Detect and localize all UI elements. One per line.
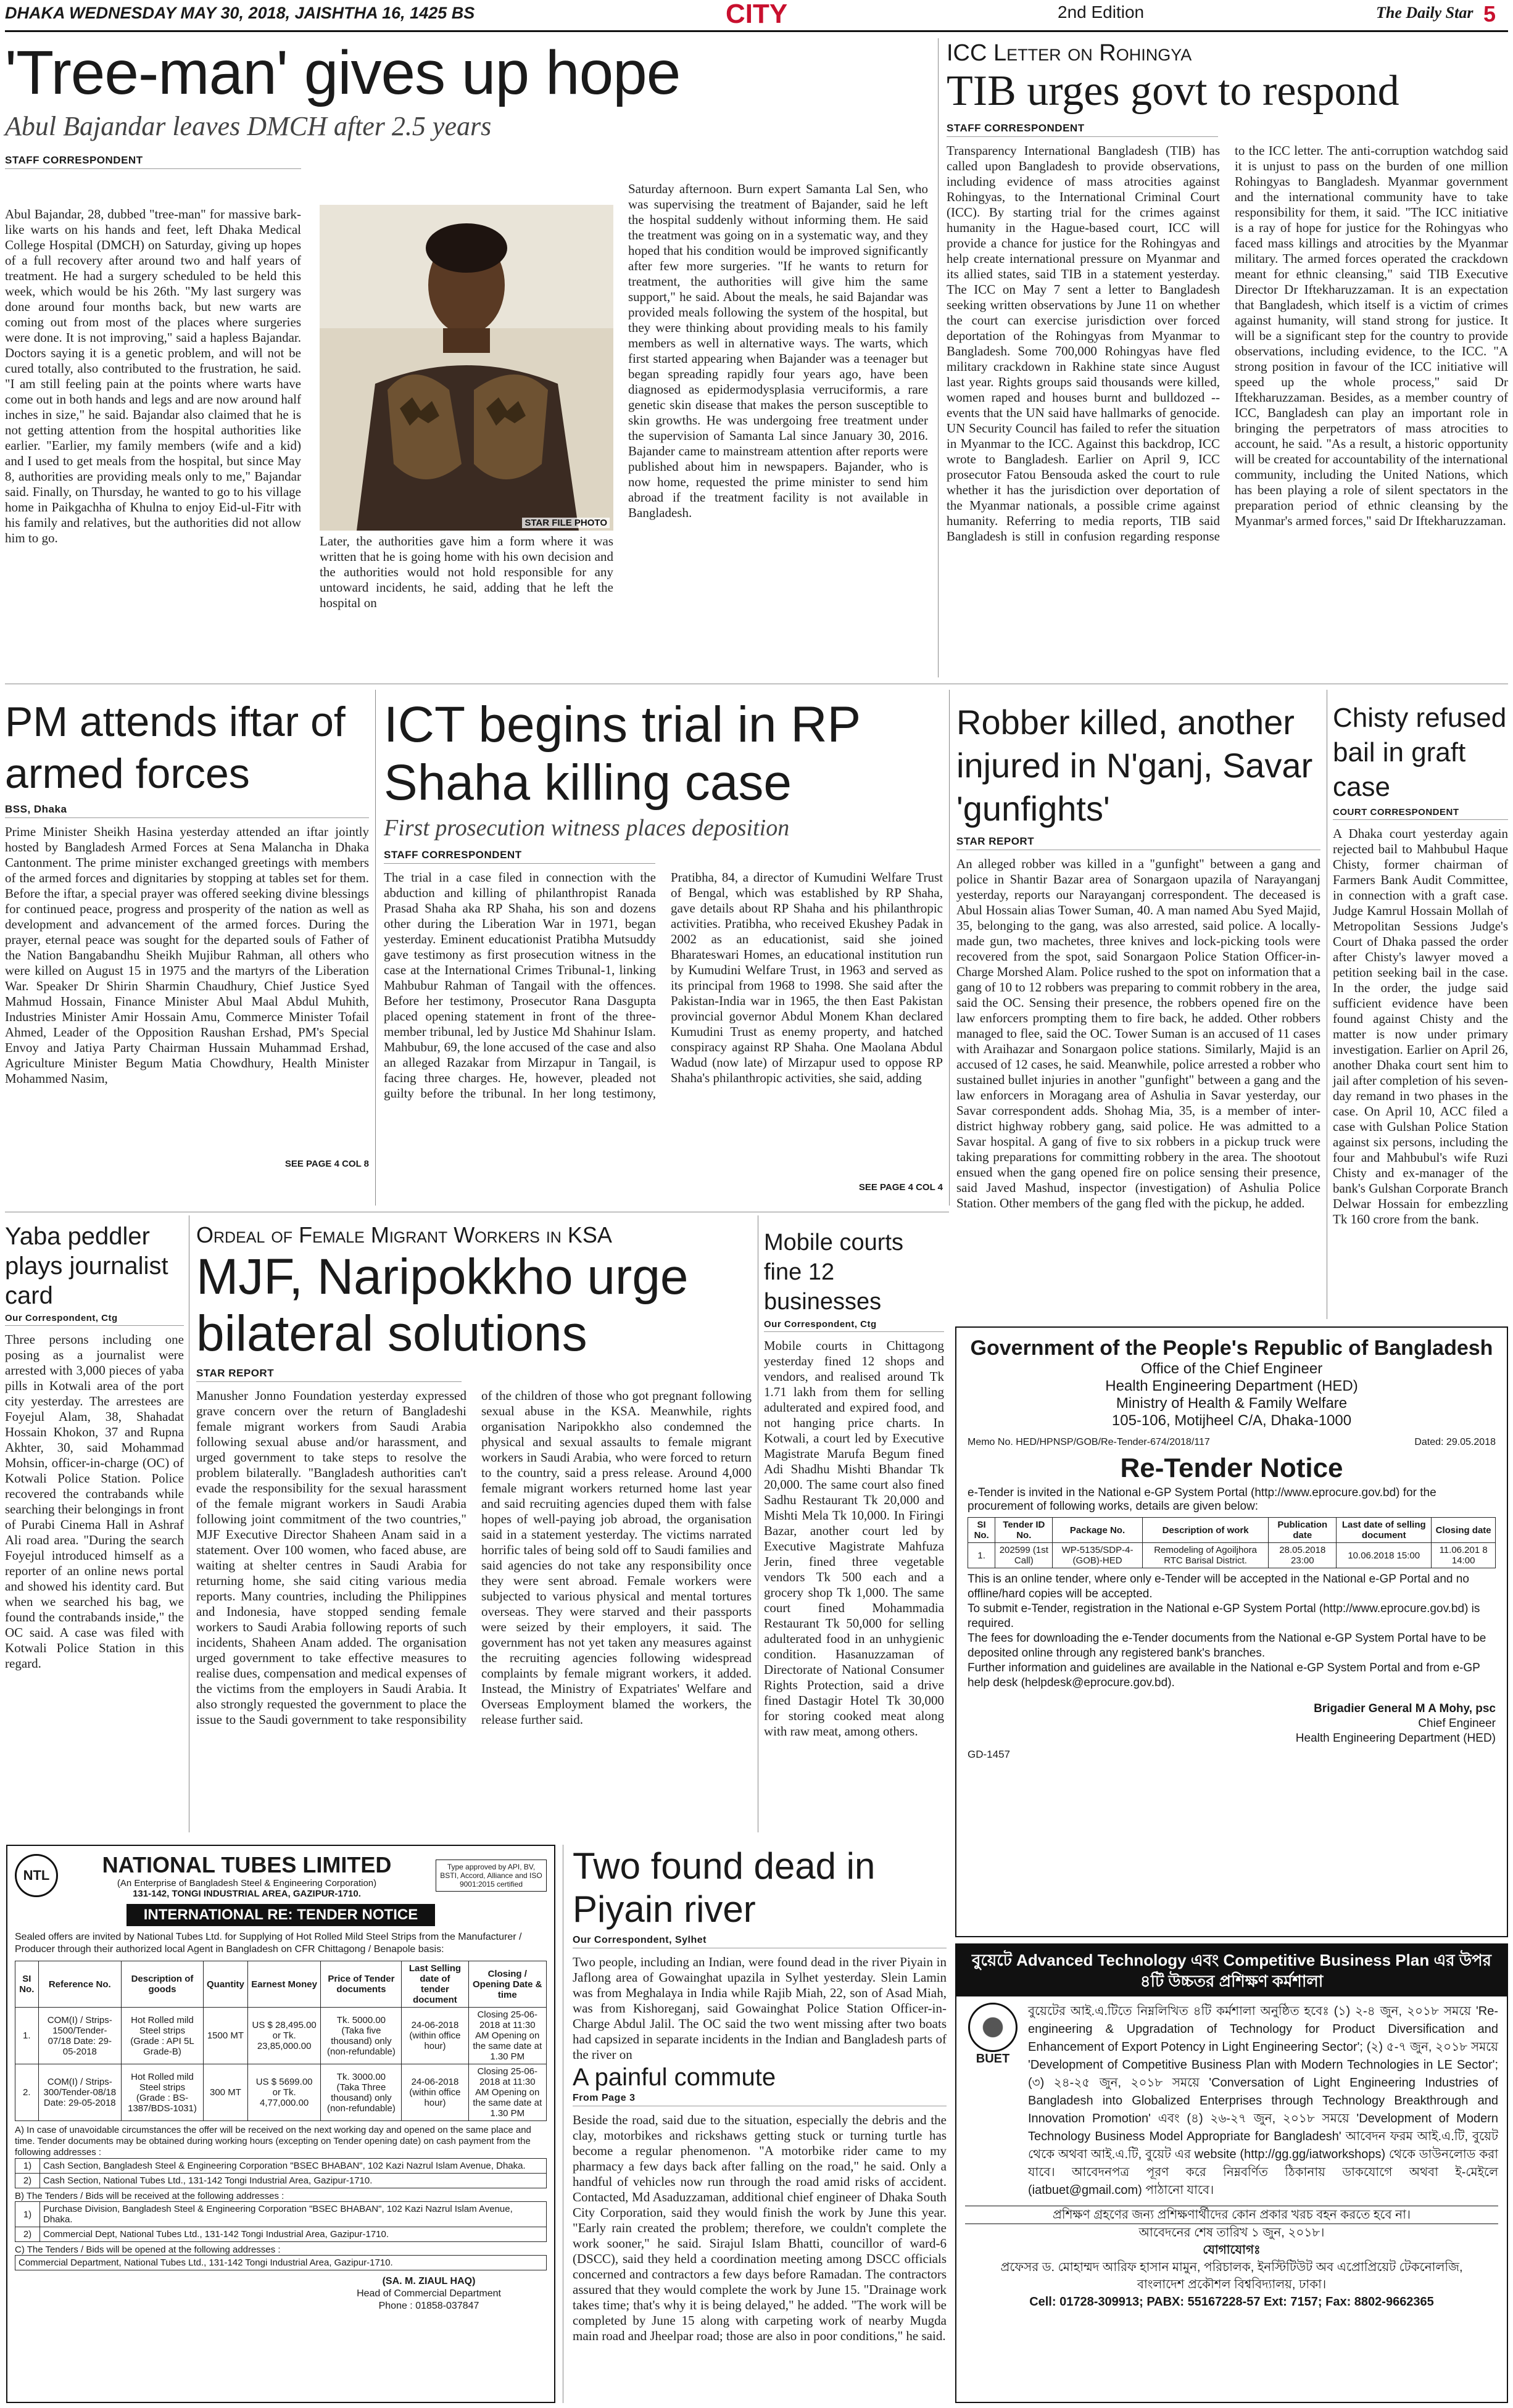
- table-header: SI No.: [15, 1961, 39, 2008]
- signer-phone: Phone : 01858-037847: [378, 2301, 479, 2311]
- body: Mobile courts in Chittagong yesterday fined 12 shops and vendors, and realised around Tk 1.71 lakh from them for selling adulterated and expired food, and not hanging price charts. In Kotwali, a court led by Executive Magistrate Marufa Begum fined Adi Shadhu Mishti Bhandar Tk 20,000. The same court also fined Sadhu Restaurant Tk 20,000 and Mishti Mela Tk 10,000. In Firingi Bazar, another court led by Executive Magistrate Mahfuza Jerin, fined three vegetable vendors Tk 500 each and a grocery shop Tk 1,000. The same court fined Mohammadia Restaurant Tk 50,000 for selling adulterated food in an unhygienic condition. Hasanuzzaman of Directorate of National Consumer Rights Protection, said a drive fined Dastagir Hotel Tk 30,000 for storing cooked meat along with raw meat, among others.: [764, 1338, 944, 1739]
- table-row: [15, 2174, 547, 2188]
- signer-name: Brigadier General M A Mohy, psc: [1314, 1702, 1496, 1715]
- body: Manusher Jonno Foundation yesterday expressed grave concern over the return of Bangladeshi female migrant workers from Saudi Arabia following sexual abuse and/or harassment, and urged government to take steps to resolve the problem bilaterally. "Bangladesh authorities can't evade the responsibility for the sexual harassment of the female migrant workers in Saudi Arabia following joint commitment of the two countries," MJF Executive Director Shaheen Anam said in a statement. Over 100 women, who faced abuse, are waiting at shelter centres in Saudi Arabia for returning home, she said citing various media reports. Many countries, including the Philippines and Indonesia, have stopped sending female workers to Saudi Arabia following reports of such incidents, Shaheen Anam added. The organisation urged government to take effective measures to realise dues, compensation and medical expenses of the victims from the employers in Saudi Arabia. It also strongly requested the government to place the issue to the Saudi government to take responsibility of the children of those who got pregnant following sexual abuse in the KSA. Meanwhile, rights organisation Naripokkho also condemned the physical and sexual assaults to female migrant workers in Saudi Arabia, who were forced to return to the country, said a press release. Around 4,000 female migrant workers returned home last year and said recruiting agencies duped them with false hopes of well-paying job abroad, the organisation said in a statement yesterday. The victims narrated horrific tales of being sold off to Saudi families and said agencies do not take any responsibility once they were sent abroad. Female workers were subjected to various physical and mental tortures overseas. They were starved and their passports were seized by their employers, it said. The government has not yet taken any measures against the recruiting agencies following widespread complaints by female migrant workers, it added. Instead, the Ministry of Expatriates' Welfare and Overseas Employment blamed the workers, the release further said.: [196, 1388, 752, 1727]
- table-header: Package No.: [1053, 1518, 1142, 1543]
- see-page: SEE PAGE 4 COL 4: [858, 1182, 943, 1193]
- address-c: Commercial Department, National Tubes Ltd., 131-142 Tongi Industrial Area, Gazipur-1710.: [15, 2255, 547, 2270]
- article-tree-man: [5, 37, 931, 679]
- table-cell: Cash Section, Bangladesh Steel & Engineering Corporation "BSEC BHABAN", 102 Kazi Nazrul Islam Avenue, Dhaka.: [40, 2159, 547, 2174]
- ad-title: Re-Tender Notice: [1120, 1453, 1343, 1483]
- table-cell: 28.05.2018 23:00: [1269, 1543, 1337, 1568]
- body: Three persons including one posing as a journalist were arrested with 3,000 pieces of yaba pills in Kotwali area of the port city yesterday. The arrestees are Foyejul Alam, 38, Shahadat Hossain Khokon, 37 and Rupna Akhter, 30, said Mohammad Mohsin, officer-in-charge (OC) of Kotwali Police Station. Police recovered the contrabands while searching their belongings in front of Purabi Cinema Hall in Ashraf Ali road area. "During the search Foyejul introduced himself as a reporter of an online news portal and showed his identity card. But when we searched his bag, we found the contrabands inside," the OC said. A case was filed with Kotwali Police Station in this regard.: [5, 1332, 184, 1671]
- subheadline: Abul Bajandar leaves DMCH after 2.5 years: [5, 111, 492, 141]
- ad-paragraph: To submit e-Tender, registration in the National e-GP System Portal (http://www.eprocure.gov.bd) is required.: [968, 1602, 1480, 1630]
- table-header: Last date of selling document: [1337, 1518, 1432, 1543]
- note-a: A) In case of unavoidable circumstances the offer will be received on the next working day and opened on the same place and time. Tender documents may be obtained during working hours (excepting on Tender opening date) on cash payment from the following addresses :: [15, 2125, 531, 2158]
- ad-paragraph: This is an online tender, where only e-Tender will be accepted in the National e-GP Portal and no offline/hard copies will be accepted.: [968, 1573, 1469, 1600]
- table-cell: 24-06-2018 (within office hour): [402, 2008, 468, 2064]
- byline: Our Correspondent, Ctg: [5, 1313, 184, 1326]
- table-header: Tender ID No.: [995, 1518, 1053, 1543]
- ad-paragraph: Further information and guidelines are available in the National e-GP System Portal and from e-GP help desk (helpdesk@eprocure.gov.bd).: [968, 1661, 1480, 1689]
- table-cell: 1): [15, 2202, 40, 2227]
- see-page: SEE PAGE 4 COL 8: [284, 1159, 369, 1169]
- paper-name: The Daily Star: [1376, 4, 1474, 22]
- ad-buet-workshop: [955, 1943, 1508, 2403]
- signer-title: Head of Commercial Department: [357, 2288, 501, 2299]
- tender-table: [968, 1517, 1496, 1568]
- byline: STAR REPORT: [956, 835, 1320, 850]
- headline: Two found dead in Piyain river: [573, 1845, 876, 1930]
- buet-logo-label: BUET: [976, 2052, 1010, 2066]
- table-header: Price of Tender documents: [321, 1961, 402, 2008]
- table-cell: Commercial Dept, National Tubes Ltd., 131-142 Tongi Industrial Area, Gazipur-1710.: [40, 2227, 547, 2242]
- subheadline: First prosecution witness places deposition: [384, 815, 790, 841]
- headline: Robber killed, another injured in N'ganj, Savar 'gunfights': [956, 703, 1313, 828]
- byline: Our Correspondent, Sylhet: [573, 1935, 947, 1948]
- tender-table: [15, 1961, 547, 2121]
- table-header: Closing / Opening Date & time: [468, 1961, 546, 2008]
- note-c: C) The Tenders / Bids will be opened at the following addresses :: [15, 2245, 281, 2255]
- signer-name: (SA. M. ZIAUL HAQ): [382, 2276, 476, 2286]
- table-header: Quantity: [204, 1961, 248, 2008]
- notice-intro: Sealed offers are invited by National Tubes Ltd. for Supplying of Hot Rolled Mild Steel Strips from the Manufacturer / Producer through their authorized local Agent in Bangladesh on CFR Chittagong / Benapole basis:: [15, 1932, 522, 1955]
- article-mjf: [196, 1222, 752, 1839]
- tree-man-photo: [320, 205, 613, 531]
- table-cell: 24-06-2018 (within office hour): [402, 2064, 468, 2121]
- ad-line-4: Ministry of Health & Family Welfare: [1116, 1395, 1348, 1412]
- ad-free-note: প্রশিক্ষণ গ্রহণের জন্য প্রশিক্ষণার্থীদের কোন প্রকার খরচ বহন করতে হবে না।: [965, 2206, 1498, 2224]
- photo-credit: STAR FILE PHOTO: [522, 518, 610, 528]
- commute-headline: A painful commute: [573, 2064, 776, 2091]
- page-number: 5: [1483, 1, 1496, 27]
- body: The trial in a case filed in connection with the abduction and killing of philanthropist Ranada Prasad Shaha aka RP Shaha, his son and dozens other during the Liberation War in 1971, began yesterday. Eminent educationist Pratibha Mutsuddy gave testimony as first prosecution witness in the case at the International Crimes Tribunal-1, linking Mahbubur Rahman of Tangail with the offences. Before her testimony, Prosecutor Rana Dasgupta placed opening statement in front of the three-member tribunal, led by Justice Md Shahinur Islam. Mahbubur, 69, the lone accused of the case and also an alleged Razakar from Mirzapur in Tangail, is facing three charges. He, however, pleaded not guilty before the tribunal. In her long testimony, Pratibha, 84, a director of Kumudini Welfare Trust of Bengal, which was established by RP Shaha, gave details about RP Shaha and his philanthropic activities. Pratibha, who received Ekushey Padak in 2002 as an educationist, said she joined Bharateswari Homes, an educational institution run by Kumudini Welfare Trust, in 1963 and served as its principal from 1968 to 1998. She said after the Pakistan-India war in 1965, the then East Pakistan provincial governor Abdul Monem Khan declared Kumudini Trust as enemy property, and hatched conspiracy against RP Shaha. One Maolana Abdul Wadud (now late) of Mirzapur used to oppose RP Shaha's philanthropic activities, she said, adding: [384, 870, 943, 1101]
- table-header: Reference No.: [38, 1961, 121, 2008]
- ad-national-tubes: [6, 1845, 555, 2403]
- article-piyain: [573, 1845, 947, 2400]
- ad-phones: Cell: 01728-309913; PABX: 55167228-57 Ext: 7157; Fax: 8802-9662365: [1029, 2295, 1434, 2309]
- byline: STAFF CORRESPONDENT: [947, 122, 1218, 137]
- table-header: Closing date: [1432, 1518, 1496, 1543]
- column-1: Abul Bajandar, 28, dubbed "tree-man" for massive bark-like warts on his hands and feet, left Dhaka Medical College Hospital (DMCH) on Saturday, giving up hopes of a full recovery after around two and half years of treatment. He had a surgery scheduled to be held this week, which would be his 26th. "My last surgery was done around four months back, but new warts are coming out from most of the places where surgeries were done. It is not improving," said a hapless Bajandar. Doctors saying it is a genetic problem, and will not be cured totally, also contributed to the frustration, he said. "I am still feeling pain at the points where warts have come out in both hands and legs and are now around half inches in size," he said. Bajandar also claimed that he is not getting attention from the hospital authorities like earlier. "Earlier, my family members (wife and a kid) and I used to get meals from the hospital, but since May 8, authorities are providing meals only to me," Bajandar said. Finally, on Thursday, he wanted to go to his village home in Paikgachha of Khulna to enjoy Eid-ul-Fitr with his family and relatives, but the authorities did not allow him to go.: [5, 207, 301, 545]
- table-header: Last Selling date of tender document: [402, 1961, 468, 2008]
- kicker: ICC Letter on Rohingya: [947, 40, 1192, 66]
- table-header: Description of goods: [121, 1961, 203, 2008]
- table-cell: Remodeling of Agoiljhora RTC Barisal District.: [1142, 1543, 1269, 1568]
- table-header: Earnest Money: [247, 1961, 321, 2008]
- ad-contact-heading: যোগাযোগঃ: [1203, 2243, 1261, 2257]
- byline: STAFF CORRESPONDENT: [5, 154, 301, 169]
- address-table-a: [15, 2158, 547, 2188]
- byline: STAR REPORT: [196, 1367, 462, 1382]
- table-cell: 1): [15, 2159, 40, 2174]
- table-row: [15, 2227, 547, 2242]
- table-header: Publication date: [1269, 1518, 1337, 1543]
- table-header: Description of work: [1142, 1518, 1269, 1543]
- table-cell: 300 MT: [204, 2064, 248, 2121]
- table-cell: 1500 MT: [204, 2008, 248, 2064]
- table-cell: Hot Rolled mild Steel strips (Grade : API 5L Grade-B): [121, 2008, 203, 2064]
- ntl-logo-icon: NTL: [15, 1854, 58, 1897]
- company-sub: (An Enterprise of Bangladesh Steel & Engineering Corporation): [117, 1878, 377, 1889]
- headline: MJF, Naripokkho urge bilateral solutions: [196, 1249, 689, 1362]
- headline: ICT begins trial in RP Shaha killing case: [384, 697, 860, 811]
- commute-body: Beside the road, said due to the situation, especially the debris and the clay, motorbikes and rickshaws getting stuck or turning turtle has become a regular phenomenon. "A motorbike rider came to my pharmacy a few days back after falling on the road," he said. Only a handful of vehicles now run through the road amid risks of accident. Contacted, Md Asaduzzaman, additional chief engineer of Dhaka South City Corporation, said they would finish the work by June this year. "Early rain created the problem; therefore, we couldn't complete the work sooner," he said. Sirajul Islam Bhatti, councillor of ward-6 (DSCC), said they held a coordination meeting among DSCC officials concerned and contractors a few days before Ramadan. The contractors assured that they would complete the work by June 15. "Drainage work takes time; that's why it is being delayed," he added. "The work will be completed by June 15 along with carpeting work of nearby Mugda main road and Jheelpar road; those are also in poor conditions," he said.: [573, 2112, 947, 2343]
- column-3: Saturday afternoon. Burn expert Samanta Lal Sen, who was supervising the treatment of Bajander, said he left the hospital suddenly without informing them. He said the treatment was going on in a systematic way, and they hoped that his condition would be improved significantly after few more surgeries. "If he wants to return for treatment, the authorities will give him the same support," he said. About the meals, he said Bajandar was provided meals following the system of the hospital, but they were thinking about providing meals to his family members as well in alternative ways. The warts, which first started appearing when Bajander was a teenager but began spreading rapidly four years ago, have been diagnosed as epidermodysplasia verruciformis, a rare genetic skin disease that makes the person susceptible to skin growths. He was undergoing free treatment under the supervision of Samanta Lal since January 30, 2016. Bajander came to mainstream attention after reports were published about him in newspapers. Bajander, who is now home, requested the prime minister to send him abroad if the treatment facility is not available in Bangladesh.: [628, 181, 928, 520]
- ad-header: বুয়েটে Advanced Technology এবং Competitive Business Plan এর উপর ৪টি উচ্চতর প্রশিক্ষণ কর্মশালা: [956, 1945, 1507, 1996]
- table-cell: 1.: [15, 2008, 39, 2064]
- byline: Our Correspondent, Ctg: [764, 1319, 944, 1332]
- article-mobile-courts: [764, 1228, 944, 1832]
- ad-line-2: Office of the Chief Engineer: [1140, 1360, 1323, 1377]
- ad-contact-2: বাংলাদেশ প্রকৌশল বিশ্ববিদ্যালয়, ঢাকা।: [1137, 2278, 1327, 2291]
- table-cell: Closing 25-06-2018 at 11:30 AM Opening on the same date at 1.30 PM: [468, 2008, 546, 2064]
- article-yaba: [5, 1222, 184, 1845]
- table-row: [15, 2064, 547, 2121]
- table-header: SI No.: [968, 1518, 995, 1543]
- table-row: [15, 2008, 547, 2064]
- ad-code: GD-1457: [968, 1748, 1010, 1760]
- table-cell: Tk. 5000.00 (Taka five thousand) only (non-refundable): [321, 2008, 402, 2064]
- table-cell: WP-5135/SDP-4-(GOB)-HED: [1053, 1543, 1142, 1568]
- table-cell: COM(I) / Strips-300/Tender-08/18 Date: 29-05-2018: [38, 2064, 121, 2121]
- body: An alleged robber was killed in a "gunfight" between a gang and police in Shantir Bazar area of Sonargaon upazila of Narayanganj yesterday, reports our Narayanganj correspondent. The deceased is Abul Hossain alias Tower Suman, 40. A man named Abu Syed Majid, 35, belonging to the gang, was also arrested, said police. A locally-made gun, two machetes, three knives and lock-picking tools were recovered from the spot, said Sonargaon Police Station Officer-in-Charge Morshed Alam. Police rushed to the spot on information that a gang of 10 to 12 robbers was preparing to commit robbery in the area, said the OC. Sensing their presence, the robbers opened fire on the law enforcers prompting them to fire back, he added. Other robbers managed to flee, said the OC. Tower Suman is an accused of 11 cases with Araihazar and Sonargaon police stations. Similarly, Majid is an accused of 12 cases, he said. Meanwhile, police arrested a robber who sustained bullet injuries in another "gunfight" between a gang and the law enforcers in Moragang area of Ashulia in Savar yesterday, our Savar correspondent adds. Shohag Mia, 35, is a member of inter-district highway robbery gang, said police. He was admitted to a Savar hospital. A gang of five to six robbers in a pickup truck were taking preparations for committing robbery in the area. The shootout ensued when the gang opened fire on police sensing their presence, said Javed Mashud, inspector (investigation) of Ashulia Police Station. Other members of the gang fled with the pickup, he added.: [956, 856, 1320, 1210]
- ad-contact-1: প্রফেসর ড. মোহাম্মদ আরিফ হাসান মামুন, পরিচালক, ইনস্টিটিউট অব এপ্রোপ্রিয়েট টেকনোলজি,: [1000, 2261, 1463, 2274]
- ad-intro: e-Tender is invited in the National e-GP System Portal (http://www.eprocure.gov.bd) for the procurement of following works, details are given below:: [968, 1486, 1436, 1513]
- table-row: [15, 2159, 547, 2174]
- headline: Mobile courts fine 12 businesses: [764, 1230, 903, 1315]
- memo-date: Dated: 29.05.2018: [1414, 1437, 1496, 1447]
- table-cell: 2.: [15, 2064, 39, 2121]
- ad-line-1: Government of the People's Republic of Bangladesh: [970, 1336, 1493, 1360]
- section-name: CITY: [726, 0, 788, 29]
- table-cell: 2): [15, 2174, 40, 2188]
- headline: PM attends iftar of armed forces: [5, 698, 346, 797]
- body: Transparency International Bangladesh (TIB) has called upon Bangladesh to provide observations, including evidence of mass atrocities against Rohingyas, to the International Criminal Court (ICC). By starting trial for the crimes against humanity in the Hague-based court, ICC will provide a chance for justice for the Rohingyas and help create international pressure on Myanmar and its allied states, said TIB in a statement yesterday. The ICC on May 7 sent a letter to Bangladesh seeking written observations by June 11 on whether the court can exercise jurisdiction over forced deportation of the Rohingyas from Myanmar to Bangladesh. Some 700,000 Rohingyas have fled military crackdown in Rakhine state since August last year. Rights groups said thousands were killed, women raped and houses burnt and bulldozed -- events that the UN said have hallmarks of genocide. UN Security Council has failed to refer the situation in Myanmar to the ICC. Against this backdrop, ICC wrote to Bangladesh. Earlier on April 9, ICC prosecutor Fatou Bensouda asked the court to rule whether it has the jurisdiction over deportation of the Myanmar nationals, a possible crime against humanity. Referring to media reports, TIB said Bangladesh is still in confusion regarding response to the ICC letter. The anti-corruption watchdog said it is unjust to pass on the burden of one million Rohingyas to Bangladesh. Myanmar government and the international community have to take responsibility for them, it said. "The ICC initiative is a ray of hope for justice for the Rohingyas who faced mass killings and atrocities by the Myanmar military. The armed forces operated the crackdown meant for ethnic cleansing," said TIB Executive Director Dr Iftekharuzzaman. It is an expectation that Bangladesh, which itself is a victim of crimes against humanity, will stand strong for justice. It will be a significant step for the country to provide observations, including evidence, to the ICC. "A strong position in favour of the ICC initiative will speed up the whole process," said Dr Iftekharuzzaman. Besides, as a member country of ICC, Bangladesh can play an important role in bringing the perpetrators of mass atrocities to account, he said. "As a result, a historic opportunity will be created for accountability of the international community, including the United Nations, which has been playing a role of silent spectators in the preparation period of ethnic cleansing by the Myanmar's armed forces," said Dr Iftekharuzzaman.: [947, 143, 1508, 544]
- table-cell: Hot Rolled mild Steel strips (Grade : BS-1387/BDS-1031): [121, 2064, 203, 2121]
- table-row: [15, 2202, 547, 2227]
- ad-line-5: 105-106, Motijheel C/A, Dhaka-1000: [1111, 1412, 1352, 1429]
- body: Prime Minister Sheikh Hasina yesterday attended an iftar jointly hosted by Bangladesh Armed Forces at Sena Malancha in Dhaka Cantonment. The prime minister exchanged greetings with members of the armed forces and dignitaries by stopping at tables set for them. Before the iftar, a special prayer was offered seeking divine blessings for continued peace, progress and prosperity of the nation as well as development and advancement of the armed forces. During the prayer, eternal peace was sought for the departed souls of Father of the Nation Bangabandhu Sheikh Mujibur Rahman, all others who were killed on August 15 in 1975 and the martyrs of the Liberation War. Speaker Dr Shirin Sharmin Chaudhury, Chief Justice Syed Mahmud Hossain, Finance Minister Abul Maal Abdul Muhith, Industries Minister Amir Hossain Amu, Commerce Minister Tofail Ahmed, Leader of the Opposition Raushan Ershad, PM's Special Envoy and Jatiya Party Chairman Hussain Muhammad Ershad, Agriculture Minister Begum Matia Chowdhury, Health Minister Mohammed Nasim,: [5, 824, 369, 1086]
- column-2: Later, the authorities gave him a form where it was written that he is going home with his own decision and the authorities would not hold responsible for any untoward incidents, he said, adding that he left the hospital on: [320, 534, 613, 610]
- article-pm-iftar: [5, 696, 369, 1208]
- table-cell: Purchase Division, Bangladesh Steel & Engineering Corporation "BSEC BHABAN", 102 Kazi Nazrul Islam Avenue, Dhaka.: [40, 2202, 547, 2227]
- headline: Yaba peddler plays journalist card: [5, 1223, 168, 1309]
- notice-title: INTERNATIONAL RE: TENDER NOTICE: [126, 1904, 435, 1926]
- signer-dept: Health Engineering Department (HED): [1295, 1732, 1496, 1745]
- table-cell: 11.06.201 8 14:00: [1432, 1543, 1496, 1568]
- byline: BSS, Dhaka: [5, 803, 369, 818]
- body: A Dhaka court yesterday again rejected bail to Mahbubul Haque Chisty, former chairman of Farmers Bank Audit Committee, in connection with a graft case. Judge Kamrul Hossain Mollah of Metropolitan Sessions Judge's Court of Dhaka passed the order after Chisty's lawyer moved a petition seeking bail in the case. In the order, the judge said sufficient evidence have been found against Chisty and the matter is now under primary investigation. Earlier on April 26, another Dhaka court sent him to jail after completion of his seven-day remand in two phases in the case. On April 10, ACC filed a case with Gulshan Police Station against six persons, including the four and Mahbubul's wife Ruzi Chisty and ex-manager of the bank's Gulshan Corporate Branch Delwar Hossain for embezzling Tk 160 crore from the bank.: [1333, 826, 1508, 1227]
- article-chisty: [1333, 701, 1508, 1318]
- headline: Chisty refused bail in graft case: [1333, 703, 1507, 802]
- ad-paragraph: The fees for downloading the e-Tender documents from the National e-GP System Portal have to be deposited online through any registered bank's branches.: [968, 1632, 1486, 1660]
- signer-title: Chief Engineer: [1418, 1717, 1496, 1730]
- table-cell: Tk. 3000.00 (Taka Three thousand) only (non-refundable): [321, 2064, 402, 2121]
- headline: TIB urges govt to respond: [947, 67, 1399, 115]
- table-cell: Cash Section, National Tubes Ltd., 131-142 Tongi Industrial Area, Gazipur-1710.: [40, 2174, 547, 2188]
- table-cell: 2): [15, 2227, 40, 2242]
- table-cell: 10.06.2018 15:00: [1337, 1543, 1432, 1568]
- article-tib: [947, 39, 1508, 677]
- divider: [938, 38, 939, 677]
- ad-deadline: আবেদনের শেষ তারিখ ১ জুন, ২০১৮।: [1138, 2226, 1325, 2240]
- table-cell: US $ 28,495.00 or Tk. 23,85,000.00: [247, 2008, 321, 2064]
- article-ict: [384, 696, 943, 1208]
- memo-number: Memo No. HED/HPNSP/GOB/Re-Tender-674/2018/117: [968, 1437, 1210, 1447]
- ad-body: বুয়েটের আই.এ.টিতে নিম্নলিখিত ৪টি কর্মশালা অনুষ্ঠিত হবেঃ (১) ২-৪ জুন, ২০১৮ সময়ে 'Re-engineering & Upgradation of Technology for Product Diversification and Enhancement of Export Potency in Light Engineering Sector'; (২) ৫-৭ জুন, ২০১৮ সময়ে 'Development of Competitive Business Plan with Modern Technologies in LE Sector'; (৩) ২৪-২৫ জুন, ২০১৮ সময়ে 'Conversation of Light Engineering Industries of Bangladesh into Globalized Enterprises through Technology Breakthrough and Innovation Promotion' এবং (৪) ২৬-২৭ জুন, ২০১৮ সময়ে 'Development of Modern Technology Business Model Appropriate for Bangladesh' আবেদন ফরম আই.এ.টি, বুয়েট থেকে অথবা আই.এ.টি, বুয়েট এর website (http://gg.gg/iatworkshops) থেকে ডাউনলোড করা যাবে। আবেদনপত্র পূরণ করে নিম্নবর্ণিত ঠিকানায় ডাকযোগে অথবা ই-মেইলে (iatbuet@gmail.com) পাঠানো যাবে।: [1028, 2005, 1498, 2197]
- table-cell: Closing 25-06-2018 at 11:30 AM Opening on the same date at 1.30 PM: [468, 2064, 546, 2121]
- ad-line-3: Health Engineering Department (HED): [1105, 1378, 1358, 1394]
- buet-logo-icon: [965, 2003, 1021, 2199]
- table-cell: 1.: [968, 1543, 995, 1568]
- byline: STAFF CORRESPONDENT: [384, 849, 655, 864]
- divider: [949, 690, 950, 1206]
- body: Two people, including an Indian, were found dead in the river Piyain in Jaflong area of Gowainghat upazila in Sylhet yesterday. Slein Lamin was from Meghalaya in India while Rajib Miah, 22, son of Asad Miah, was from Kishoreganj, said Gowainghat Police Station Officer-in-Charge Abdul Jalil. The OC said the two went missing after two boats had capsized in separate incidents in the Indian and Bangladesh parts of the river on: [573, 1955, 947, 2062]
- masthead: [5, 0, 1508, 32]
- dateline: DHAKA WEDNESDAY MAY 30, 2018, JAISHTHA 16, 1425 BS: [5, 4, 475, 22]
- byline: COURT CORRESPONDENT: [1333, 807, 1508, 820]
- table-cell: US $ 5699.00 or Tk. 4,77,000.00: [247, 2064, 321, 2121]
- kicker: Ordeal of Female Migrant Workers in KSA: [196, 1222, 612, 1247]
- address-table-b: [15, 2201, 547, 2242]
- table-row: [968, 1543, 1496, 1568]
- company-name: NATIONAL TUBES LIMITED: [102, 1852, 392, 1877]
- note-b: B) The Tenders / Bids will be received at the following addresses :: [15, 2191, 284, 2201]
- edition: 2nd Edition: [1058, 2, 1145, 22]
- divider: [375, 690, 376, 1206]
- headline: 'Tree-man' gives up hope: [5, 38, 681, 107]
- cert-box: Type approved by API, BV, BSTI, Accord, Alliance and ISO 9001:2015 certified: [436, 1860, 547, 1892]
- commute-byline: From Page 3: [573, 2093, 947, 2106]
- ad-government-re-tender: [955, 1326, 1508, 1937]
- table-cell: 202599 (1st Call): [995, 1543, 1053, 1568]
- company-address: 131-142, TONGI INDUSTRIAL AREA, GAZIPUR-1710.: [133, 1889, 361, 1899]
- article-robber: [956, 701, 1320, 1318]
- table-cell: COM(I) / Strips-1500/Tender-07/18 Date: 29-05-2018: [38, 2008, 121, 2064]
